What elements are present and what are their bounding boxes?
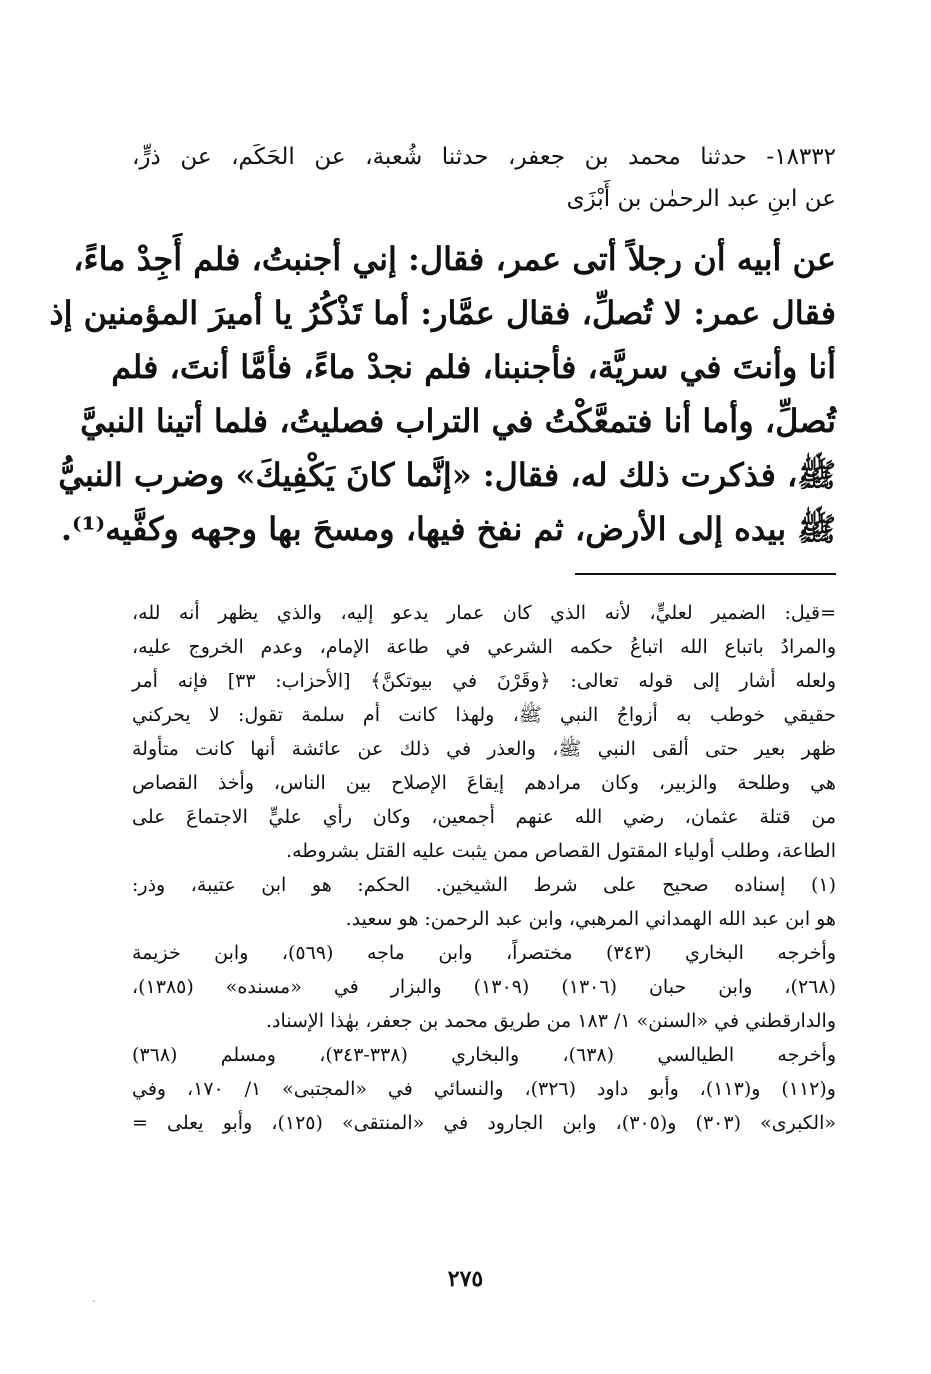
hadith-matn-line-2: فقال عمر: لا تُصلِّ، فقال عمَّار: أما تَذْكُرُ يا أميرَ المؤمنين إذ xyxy=(49,294,836,332)
footnote-line-16: «الكبرى» (٣٠٣) و(٣٠٥)، وابن الجارود في «المنتقى» (١٢٥)، وأبو يعلى = xyxy=(132,1112,836,1134)
footnote-line-14: وأخرجه الطيالسي (٦٣٨)، والبخاري (٣٣٨-٣٤٣)، ومسلم (٣٦٨) xyxy=(132,1044,836,1066)
footnote-line-1: =قيل: الضمير لعليٍّ، لأنه الذي كان عمار يدعو إليه، والذي يظهر أنه لله، xyxy=(132,602,836,624)
footnote-line-5: ظهر بعير حتى ألقى النبي ﷺ، والعذر في ذلك عن عائشة أنها كانت متأولة xyxy=(132,738,836,760)
hadith-matn-line-5: ﷺ، فذكرت ذلك له، فقال: «إنَّما كانَ يَكْفِيكَ» وضرب النبيُّ xyxy=(58,456,836,494)
hadith-isnad-line-1: ١٨٣٣٢- حدثنا محمد بن جعفر، حدثنا شُعبة، عن الحَكَم، عن ذرٍّ، xyxy=(132,144,836,170)
page-number: ٢٧٥ xyxy=(447,1266,484,1292)
footnote-line-12: (٢٦٨)، وابن حبان (١٣٠٦) (١٣٠٩) والبزار في «مسنده» (١٣٨٥)، xyxy=(132,976,836,998)
footnote-line-11: وأخرجه البخاري (٣٤٣) مختصراً، وابن ماجه (٥٦٩)، وابن خزيمة xyxy=(132,942,836,964)
footnote-line-13: والدارقطني في «السنن» ١/ ١٨٣ من طريق محمد بن جعفر، بهٰذا الإسناد. xyxy=(265,1010,836,1032)
footnote-line-8: الطاعة، وطلب أولياء المقتول القصاص ممن يثبت عليه القتل بشروطه. xyxy=(286,840,836,862)
hadith-isnad-line-2: عن ابنِ عبد الرحمٰن بن أَبْزَى xyxy=(566,186,836,212)
scan-speck xyxy=(93,1300,95,1302)
footnote-line-10: هو ابن عبد الله الهمداني المرهبي، وابن عبد الرحمن: هو سعيد. xyxy=(345,908,836,930)
hadith-matn-line-3: أنا وأنتَ في سريَّة، فأجنبنا، فلم نجدْ ماءً، فأمَّا أنتَ، فلم xyxy=(111,348,836,386)
footnote-line-7: من قتلة عثمان، رضي الله عنهم أجمعين، وكان رأي عليٍّ الاجتماعَ على xyxy=(132,806,836,828)
hadith-matn-line-6: ﷺ بيده إلى الأرض، ثم نفخ فيها، ومسحَ بها وجهه وكفَّيه⁽¹⁾. xyxy=(60,510,836,548)
footnote-line-15: و(١١٢) و(١١٣)، وأبو داود (٣٢٦)، والنسائي في «المجتبى» ١/ ١٧٠، وفي xyxy=(132,1078,836,1100)
hadith-matn-line-4: تُصلِّ، وأما أنا فتمعَّكْتُ في التراب فصليتُ، فلما أتينا النبيَّ xyxy=(80,402,836,440)
footnote-line-2: والمرادُ باتباع الله اتباعُ حكمه الشرعي في طاعة الإمام، وعدم الخروج عليه، xyxy=(132,636,836,658)
footnote-line-3: ولعله أشار إلى قوله تعالى: ﴿وقَرْنَ في بيوتكنَّ﴾ [الأحزاب: ٣٣] فإنه أمر xyxy=(132,670,836,692)
footnote-line-9: (١) إسناده صحيح على شرط الشيخين. الحكم: هو ابن عتيبة، وذر: xyxy=(132,874,836,896)
footnote-separator xyxy=(575,573,836,575)
footnote-line-6: هي وطلحة والزبير، وكان مرادهم إيقاعَ الإصلاح بين الناس، وأخذ القصاص xyxy=(132,772,836,794)
hadith-matn-line-1: عن أبيه أن رجلاً أتى عمر، فقال: إني أجنبتُ، فلم أَجِدْ ماءً، xyxy=(73,240,836,278)
footnote-line-4: حقيقي خوطب به أزواجُ النبي ﷺ، ولهذا كانت أم سلمة تقول: لا يحركني xyxy=(132,704,836,726)
